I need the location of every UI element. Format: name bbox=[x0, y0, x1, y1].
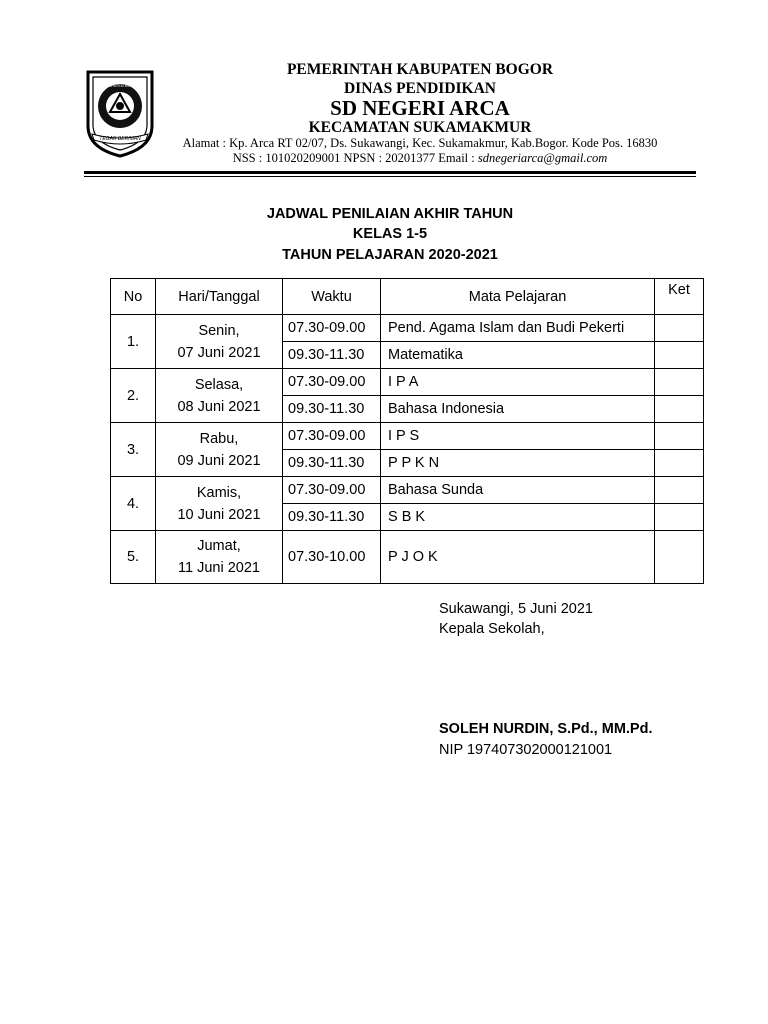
cell-day: Senin, bbox=[198, 322, 240, 339]
cell-date: 11 Juni 2021 bbox=[178, 560, 260, 576]
header-mata: Mata Pelajaran bbox=[381, 279, 655, 315]
cell-ket bbox=[655, 477, 704, 504]
cell-hari bbox=[156, 531, 283, 584]
doc-year: TAHUN PELAJARAN 2020-2021 bbox=[282, 247, 498, 263]
cell-waktu: 07.30-09.00 bbox=[283, 369, 381, 396]
cell-mata: I P A bbox=[381, 369, 655, 396]
cell-hari bbox=[156, 315, 283, 369]
cell-hari bbox=[156, 369, 283, 423]
cell-no: 3. bbox=[111, 423, 156, 477]
cell-no: 4. bbox=[111, 477, 156, 531]
cell-mata: Pend. Agama Islam dan Budi Pekerti bbox=[381, 315, 655, 342]
cell-date: 09 Juni 2021 bbox=[177, 452, 261, 469]
cell-ket bbox=[655, 531, 704, 584]
cell-ket bbox=[655, 504, 704, 531]
cell-date: 08 Juni 2021 bbox=[177, 398, 261, 415]
cell-waktu: 07.30-09.00 bbox=[283, 477, 381, 504]
signature-nip: NIP 197407302000121001 bbox=[439, 742, 613, 758]
header-no: No bbox=[111, 279, 156, 315]
doc-title: JADWAL PENILAIAN AKHIR TAHUN bbox=[266, 206, 514, 222]
cell-waktu: 07.30-10.00 bbox=[283, 531, 381, 584]
cell-date: 07 Juni 2021 bbox=[177, 344, 261, 361]
cell-mata: Matematika bbox=[381, 342, 655, 369]
table-row bbox=[111, 477, 704, 504]
cell-mata: I P S bbox=[381, 423, 655, 450]
cell-no: 1. bbox=[111, 315, 156, 369]
cell-day: Rabu, bbox=[199, 430, 239, 447]
cell-ket bbox=[655, 369, 704, 396]
cell-waktu: 07.30-09.00 bbox=[283, 423, 381, 450]
cell-mata: P P K N bbox=[381, 450, 655, 477]
school-ids bbox=[160, 151, 680, 166]
cell-ket bbox=[655, 315, 704, 342]
school-email: sdnegeriarca@gmail.com bbox=[477, 151, 608, 165]
cell-ket bbox=[655, 396, 704, 423]
header-ket: Ket bbox=[655, 279, 704, 315]
header-hari: Hari/Tanggal bbox=[156, 279, 283, 315]
logo-ribbon-text: TEGAR BERIMAN bbox=[99, 136, 141, 142]
table-row bbox=[111, 423, 704, 450]
district-name: KECAMATAN SUKAMAKMUR bbox=[308, 119, 532, 136]
header-waktu: Waktu bbox=[283, 279, 381, 315]
table-row bbox=[111, 369, 704, 396]
table-header-row bbox=[111, 279, 704, 315]
cell-hari bbox=[156, 423, 283, 477]
agency-name: DINAS PENDIDIKAN bbox=[343, 80, 496, 97]
cell-day: Jumat, bbox=[197, 538, 241, 554]
cell-no: 5. bbox=[111, 531, 156, 584]
table-row bbox=[111, 315, 704, 342]
cell-mata: Bahasa Sunda bbox=[381, 477, 655, 504]
cell-date: 10 Juni 2021 bbox=[177, 506, 261, 523]
cell-mata: S B K bbox=[381, 504, 655, 531]
cell-ket bbox=[655, 342, 704, 369]
cell-ket bbox=[655, 450, 704, 477]
table-row bbox=[111, 531, 704, 584]
school-ids-text: NSS : 101020209001 NPSN : 20201377 Email : bbox=[232, 151, 478, 165]
cell-hari bbox=[156, 477, 283, 531]
school-address: Alamat : Kp. Arca RT 02/07, Ds. Sukawangi, Kec. Sukamakmur, Kab.Bogor. Kode Pos. 16830 bbox=[182, 136, 658, 150]
letterhead-divider-thick bbox=[84, 171, 696, 174]
school-name: SD NEGERI ARCA bbox=[330, 96, 510, 120]
cell-waktu: 09.30-11.30 bbox=[283, 450, 381, 477]
signature-name: SOLEH NURDIN, S.Pd., MM.Pd. bbox=[439, 721, 653, 737]
cell-day: Selasa, bbox=[194, 376, 244, 393]
logo-top-text: KABUPATEN BOGOR bbox=[100, 83, 140, 88]
cell-ket bbox=[655, 423, 704, 450]
letterhead-divider-thin bbox=[84, 176, 696, 177]
kabupaten-bogor-emblem-icon bbox=[84, 68, 156, 160]
cell-mata: Bahasa Indonesia bbox=[381, 396, 655, 423]
signature-role: Kepala Sekolah, bbox=[439, 621, 545, 637]
gov-name: PEMERINTAH KABUPATEN BOGOR bbox=[286, 61, 554, 78]
cell-mata: P J O K bbox=[381, 531, 655, 584]
cell-waktu: 09.30-11.30 bbox=[283, 342, 381, 369]
cell-day: Kamis, bbox=[196, 484, 242, 501]
cell-waktu: 09.30-11.30 bbox=[283, 504, 381, 531]
cell-waktu: 07.30-09.00 bbox=[283, 315, 381, 342]
signature-place-date: Sukawangi, 5 Juni 2021 bbox=[439, 601, 593, 617]
schedule-table bbox=[110, 278, 704, 584]
cell-no: 2. bbox=[111, 369, 156, 423]
cell-waktu: 09.30-11.30 bbox=[283, 396, 381, 423]
doc-class: KELAS 1-5 bbox=[352, 226, 428, 242]
